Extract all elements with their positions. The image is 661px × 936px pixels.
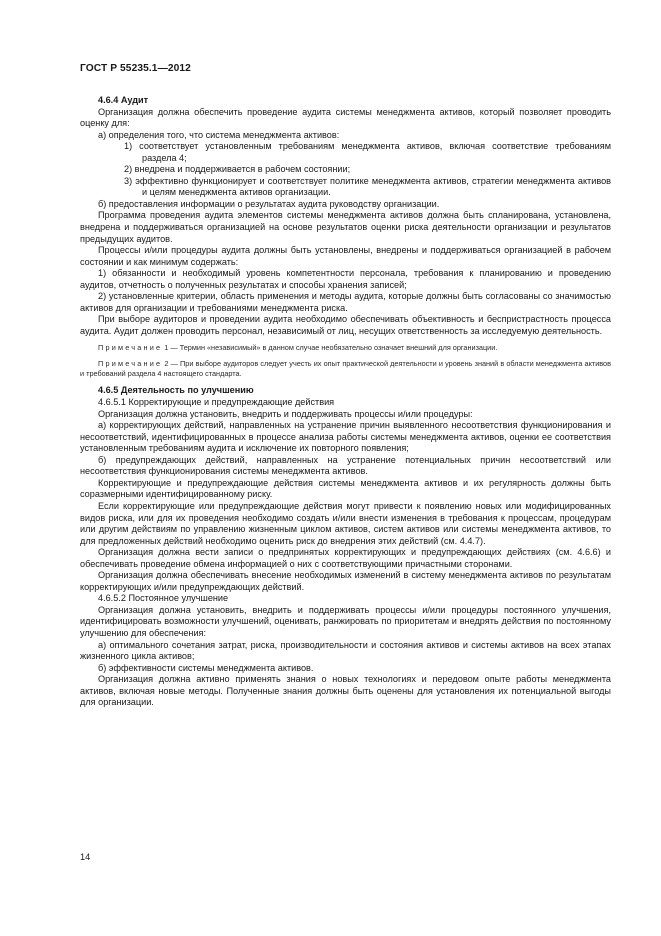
list-item: а) корректирующих действий, направленных на устранение причин выявленного несоответствия функционирования и несоответствий, идентифицированных в процессе анализа работы системы менеджмента активов, оценки ее соответствия установленным требованиям аудита и исключение их повторного появления; — [80, 420, 611, 454]
list-item: а) определения того, что система менеджмента активов: — [98, 129, 340, 140]
paragraph: Программа проведения аудита элементов системы менеджмента активов должна быть спланирована, установлена, внедрена и поддерживаться организацией на основе результатов оценки риска деятельности организации и результатов предыдущих аудитов. — [80, 210, 611, 244]
page-number: 14 — [80, 852, 91, 862]
paragraph: Организация должна вести записи о предпринятых корректирующих и предупреждающих действиях (см. 4.6.6) и обеспечивать проведение обмена информацией о них с соответствующими причастными сторонами. — [80, 547, 611, 569]
subsection-heading: 4.6.5.1 Корректирующие и предупреждающие действия — [98, 397, 335, 408]
list-item: б) предупреждающих действий, направленных на устранение потенциальных причин несоответствий или несоответствия функционирования системы менеджмента активов. — [80, 454, 611, 477]
list-item: 3) эффективно функционирует и соответствует политике менеджмента активов, стратегии менеджмента активов и целям менеджмента активов организации. — [124, 175, 611, 198]
paragraph: Организация должна установить, внедрить и поддерживать процессы и/или процедуры постоянного улучшения, идентифицировать возможности улучшений, оценивать, ранжировать по приоритетам и внедрять действия по постоянному улучшению для обеспечения: — [80, 604, 611, 638]
list-item: а) оптимального сочетания затрат, риска, производительности и состояния активов и системы активов на всех этапах жизненного цикла активов; — [80, 639, 611, 662]
subsection-heading: 4.6.5.2 Постоянное улучшение — [98, 593, 229, 604]
list-item: 1) соответствует установленным требованиям менеджмента активов, включая соответствие требованиям раздела 4; — [124, 141, 611, 163]
list-item: 2) установленные критерии, область применения и методы аудита, которые должны быть согласованы со значимостью активов для организации и требованиями менеджмента риска. — [80, 291, 611, 313]
note-text: 2 — При выборе аудиторов следует учесть их опыт практической деятельности и уровень знаний в области менеджмента активов и требований раздела 4 настоящего стандарта. — [80, 359, 611, 379]
paragraph: Корректирующие и предупреждающие действия системы менеджмента активов и их регулярность должны быть соразмерными идентифицированному риску. — [80, 477, 611, 500]
paragraph: Организация должна обеспечить проведение аудита системы менеджмента активов, который позволяет проводить оценку для: — [80, 106, 611, 129]
list-item: б) эффективности системы менеджмента активов. — [98, 662, 314, 673]
note-1 — [80, 343, 611, 353]
paragraph: Организация должна обеспечивать внесение необходимых изменений в систему менеджмента активов по результатам корректирующих и/или предупреждающих действий. — [80, 570, 611, 592]
paragraph: Процессы и/или процедуры аудита должны быть установлены, внедрены и поддерживаться организацией в рабочем состоянии и как минимум содержать: — [80, 245, 611, 267]
list-item: 1) обязанности и необходимый уровень компетентности персонала, требования к планированию и проведению аудитов, отчетность о полученных результатах и способы хранения записей; — [80, 268, 611, 290]
paragraph: При выборе аудиторов и проведении аудита необходимо обеспечивать объективность и беспристрастность процесса аудита. Аудит должен проводить персонал, независимый от лиц, несущих ответственность за исследуемую деятельность. — [80, 314, 611, 336]
section-heading-4-6-4: 4.6.4 Аудит — [98, 95, 149, 105]
paragraph: Организация должна установить, внедрить и поддерживать процессы и/или процедуры: — [98, 408, 473, 419]
list-item: б) предоставления информации о результатах аудита руководству организации. — [98, 198, 440, 209]
page-content — [80, 95, 611, 709]
section-heading-4-6-5: 4.6.5 Деятельность по улучшению — [98, 385, 254, 396]
note-text: 1 — Термин «независимый» в данном случае необязательно означает внешний для организации. — [164, 343, 498, 353]
paragraph: Организация должна активно применять знания о новых технологиях и передовом опыте работы менеджмента активов, включая новые методы. Полученные знания должны быть оценены для установления их потенциальной выгоды для организации. — [80, 674, 611, 708]
note-2 — [80, 359, 611, 379]
list-item: 2) внедрена и поддерживается в рабочем состоянии; — [124, 164, 351, 175]
note-label: Примечание — [98, 343, 163, 353]
paragraph: Если корректирующие или предупреждающие действия могут привести к появлению новых или модифицированных видов риска, или для их проведения необходимо создать и/или внести изменения в требования к процессам, процедурам или другим действиям по управлению жизненным циклом активов, систем активов или системы менеджмента активов, то для предложенных действий необходимо оценить риск до внедрения этих действий (см. 4.4.7). — [80, 500, 611, 546]
note-label: Примечание — [98, 359, 163, 369]
page-header: ГОСТ Р 55235.1—2012 — [80, 63, 191, 74]
